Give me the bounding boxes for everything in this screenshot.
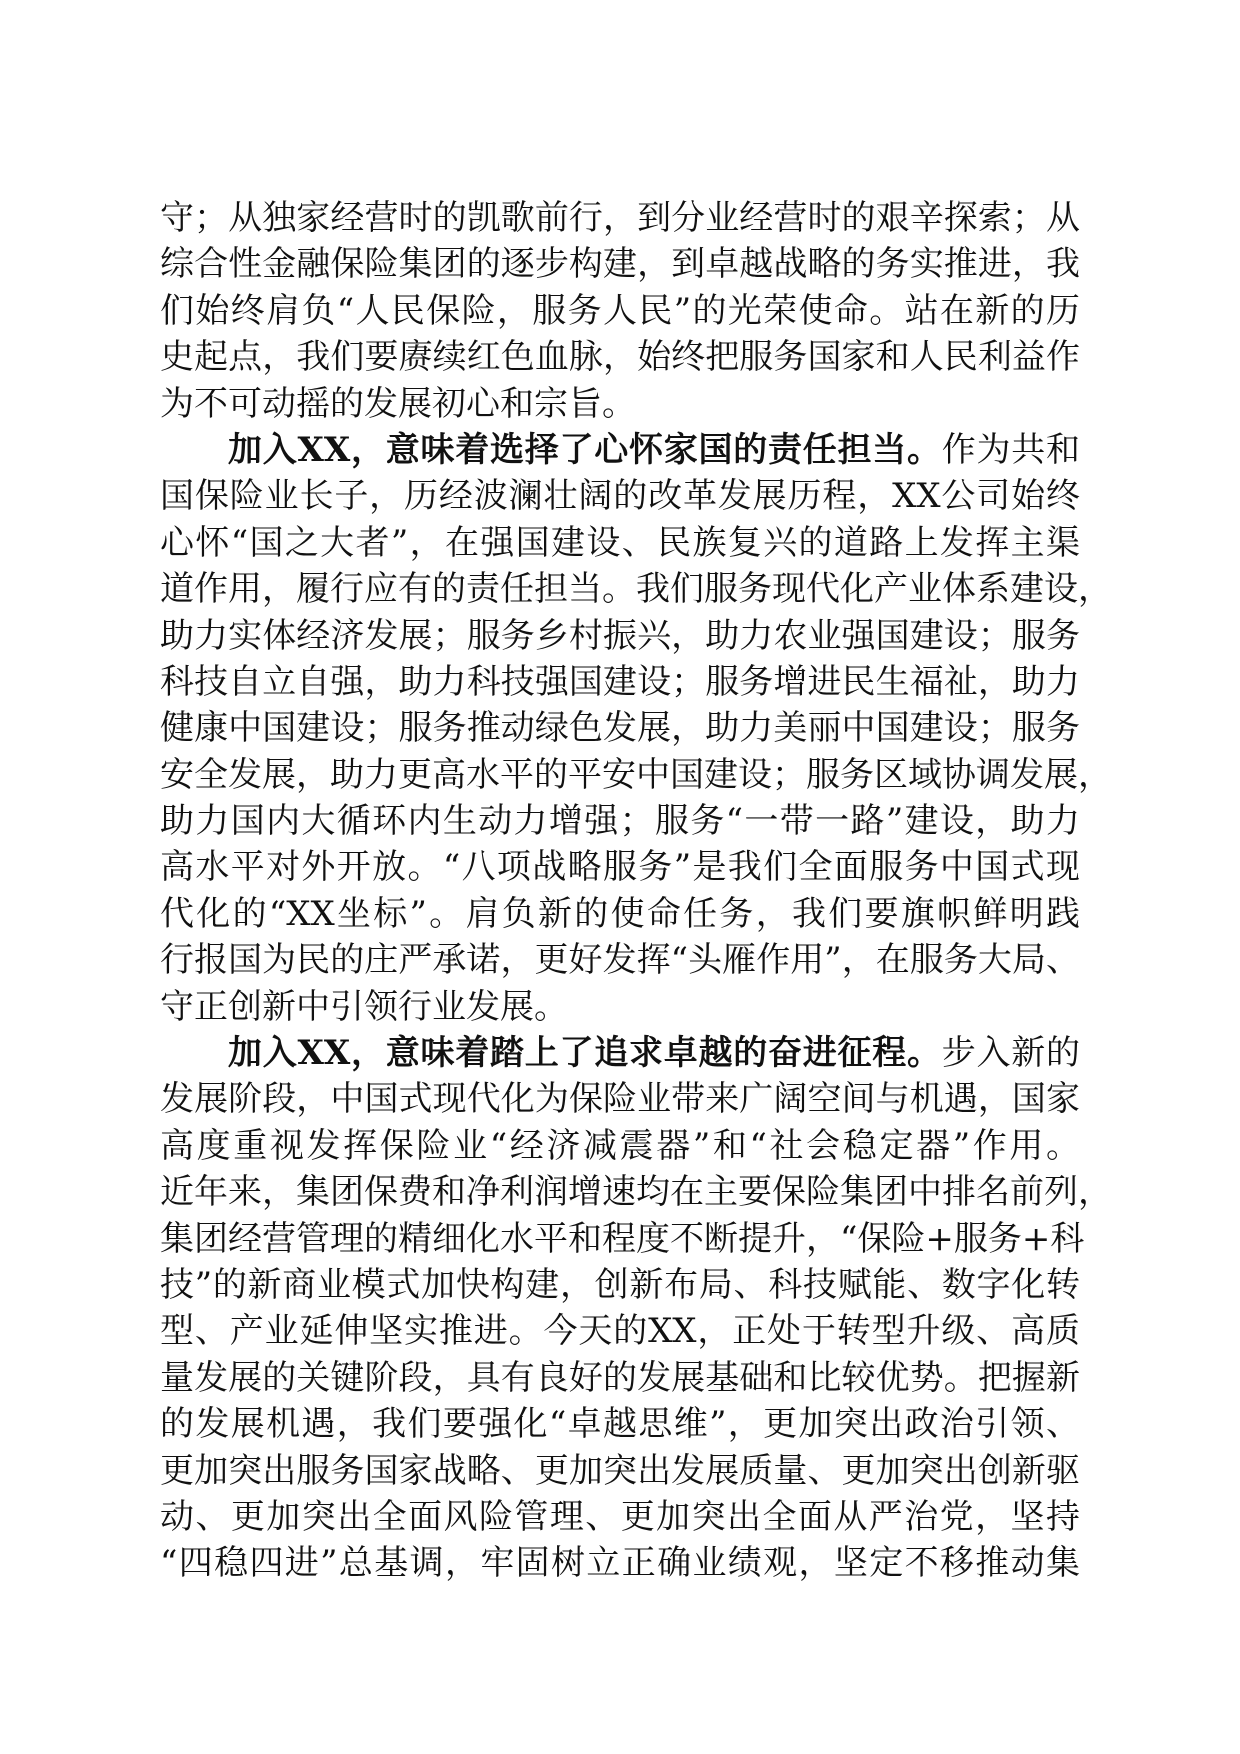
text-line: 助力国内大循环内生动力增强；服务“一带一路”建设，助力 [160,801,1080,842]
text-line: 守；从独家经营时的凯歌前行，到分业经营时的艰辛探索；从 [160,198,1080,238]
paragraph-heading: 加入XX，意味着选择了心怀家国的责任担当。 [228,429,942,470]
text-line: 近年来，集团保费和净利润增速均在主要保险集团中排名前列， [160,1172,1112,1213]
text-line: 心怀“国之大者”，在强国建设、民族复兴的道路上发挥主渠 [160,522,1080,563]
text-line: 动、更加突出全面风险管理、更加突出全面从严治党，坚持 [160,1496,1080,1537]
text-line: 安全发展，助力更高水平的平安中国建设；服务区域协调发展， [160,754,1112,795]
text-line: 综合性金融保险集团的逐步构建，到卓越战略的务实推进，我 [160,244,1080,285]
paragraph-heading: 加入XX，意味着踏上了追求卓越的奋进征程。 [228,1033,942,1074]
text-line: 的发展机遇，我们要强化“卓越思维”，更加突出政治引领、 [160,1404,1080,1445]
text-line: 为不可动摇的发展初心和宗旨。 [160,383,636,424]
text-line: 技”的新商业模式加快构建，创新布局、科技赋能、数字化转 [160,1264,1080,1305]
text-line: “四稳四进”总基调，牢固树立正确业绩观，坚定不移推动集 [160,1543,1080,1584]
text-line: 科技自立自强，助力科技强国建设；服务增进民生福祉，助力 [160,661,1080,702]
text-run: 作为共和 [941,429,1080,470]
text-line: 代化的“XX坐标”。肩负新的使命任务，我们要旗帜鲜明践 [160,893,1080,934]
text-line: 史起点，我们要赓续红色血脉，始终把服务国家和人民利益作 [160,337,1080,378]
text-line: 道作用，履行应有的责任担当。我们服务现代化产业体系建设， [160,569,1112,610]
text-line: 发展阶段，中国式现代化为保险业带来广阔空间与机遇，国家 [160,1079,1080,1120]
text-line: 集团经营管理的精细化水平和程度不断提升，“保险+服务+科 [160,1218,1085,1259]
text-line: 助力实体经济发展；服务乡村振兴，助力农业强国建设；服务 [160,615,1080,656]
paragraph-first-line [160,427,1080,473]
paragraph-1 [160,195,1080,427]
text-line: 更加突出服务国家战略、更加突出发展质量、更加突出创新驱 [160,1450,1080,1491]
text-line: 量发展的关键阶段，具有良好的发展基础和比较优势。把握新 [160,1357,1080,1398]
paragraph-first-line [160,1030,1080,1076]
text-run: 步入新的 [941,1033,1080,1074]
text-line: 高度重视发挥保险业“经济减震器”和“社会稳定器”作用。 [160,1125,1080,1166]
text-line: 高水平对外开放。“八项战略服务”是我们全面服务中国式现 [160,847,1080,888]
text-line: 型、产业延伸坚实推进。今天的XX，正处于转型升级、高质 [160,1311,1080,1352]
body-text [160,195,1112,1587]
text-line: 国保险业长子，历经波澜壮阔的改革发展历程，XX公司始终 [160,476,1080,517]
text-line: 行报国为民的庄严承诺，更好发挥“头雁作用”，在服务大局、 [160,940,1080,981]
paragraph-3 [160,1030,1112,1587]
text-line: 们始终肩负“人民保险，服务人民”的光荣使命。站在新的历 [160,290,1080,331]
paragraph-2 [160,427,1112,1030]
text-line: 守正创新中引领行业发展。 [160,986,568,1027]
text-line: 健康中国建设；服务推动绿色发展，助力美丽中国建设；服务 [160,708,1080,749]
